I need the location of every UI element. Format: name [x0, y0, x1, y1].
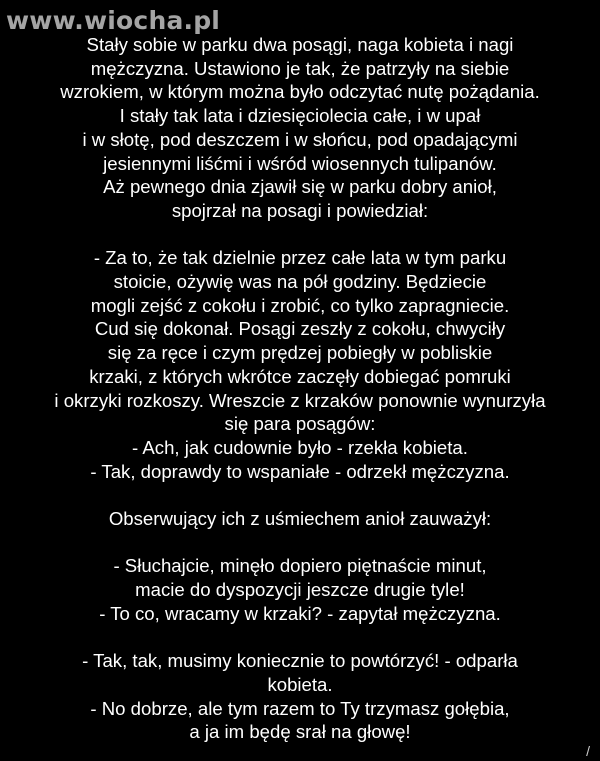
story-line: mężczyzna. Ustawiono je tak, że patrzyły na siebie: [90, 57, 510, 79]
blank-line: [0, 531, 600, 555]
story-line: - Tak, tak, musimy koniecznie to powtórzyć! - odparła: [82, 650, 518, 672]
story-line: i w słotę, pod deszczem i w słońcu, pod opadającymi: [82, 128, 518, 150]
site-watermark: www.wiocha.pl: [6, 6, 221, 35]
story-line: - Ach, jak cudownie było - rzekła kobieta.: [132, 436, 468, 458]
story-line: I stały tak lata i dziesięciolecia całe, i w upał: [119, 105, 481, 127]
story-line: Cud się dokonał. Posągi zeszły z cokołu, chwyciły: [94, 318, 506, 340]
story-line: się para posągów:: [224, 413, 376, 435]
blank-line: [0, 223, 600, 247]
story-line: Aż pewnego dnia zjawił się w parku dobry anioł,: [103, 176, 497, 198]
story-line: i okrzyki rozkoszy. Wreszcie z krzaków ponownie wynurzyła: [54, 389, 546, 411]
story-line: - Słuchajcie, minęło dopiero piętnaście minut,: [113, 555, 487, 577]
story-line: stoicie, ożywię was na pół godziny. Będziecie: [113, 271, 487, 293]
blank-line: [0, 483, 600, 507]
story-line: Stały sobie w parku dwa posągi, naga kobieta i nagi: [86, 34, 514, 55]
story-line: - Za to, że tak dzielnie przez całe lata w tym parku: [93, 247, 507, 269]
story-line: się za ręce i czym prędzej pobiegły w pobliskie: [107, 342, 493, 364]
story-line: kobieta.: [267, 673, 333, 695]
story-line: wzrokiem, w którym można było odczytać nutę pożądania.: [60, 81, 540, 103]
story-line: macie do dyspozycji jeszcze drugie tyle!: [135, 579, 465, 601]
story-line: - No dobrze, ale tym razem to Ty trzymasz gołębia,: [90, 697, 510, 719]
story-text: [0, 33, 600, 744]
story-line: krzaki, z których wkrótce zaczęły dobiegać pomruki: [89, 365, 511, 387]
story-line: spojrzał na posagi i powiedział:: [171, 199, 429, 221]
story-line: - Tak, doprawdy to wspaniałe - odrzekł mężczyzna.: [90, 460, 510, 482]
story-line: jesiennymi liśćmi i wśród wiosennych tulipanów.: [103, 152, 497, 174]
story-line: - To co, wracamy w krzaki? - zapytał mężczyzna.: [99, 602, 501, 624]
blank-line: [0, 626, 600, 650]
story-line: mogli zejść z cokołu i zrobić, co tylko zapragniecie.: [90, 294, 510, 316]
corner-mark: /: [586, 743, 590, 759]
story-line: Obserwujący ich z uśmiechem anioł zauważył:: [108, 508, 492, 530]
story-line: a ja im będę srał na głowę!: [189, 721, 411, 743]
